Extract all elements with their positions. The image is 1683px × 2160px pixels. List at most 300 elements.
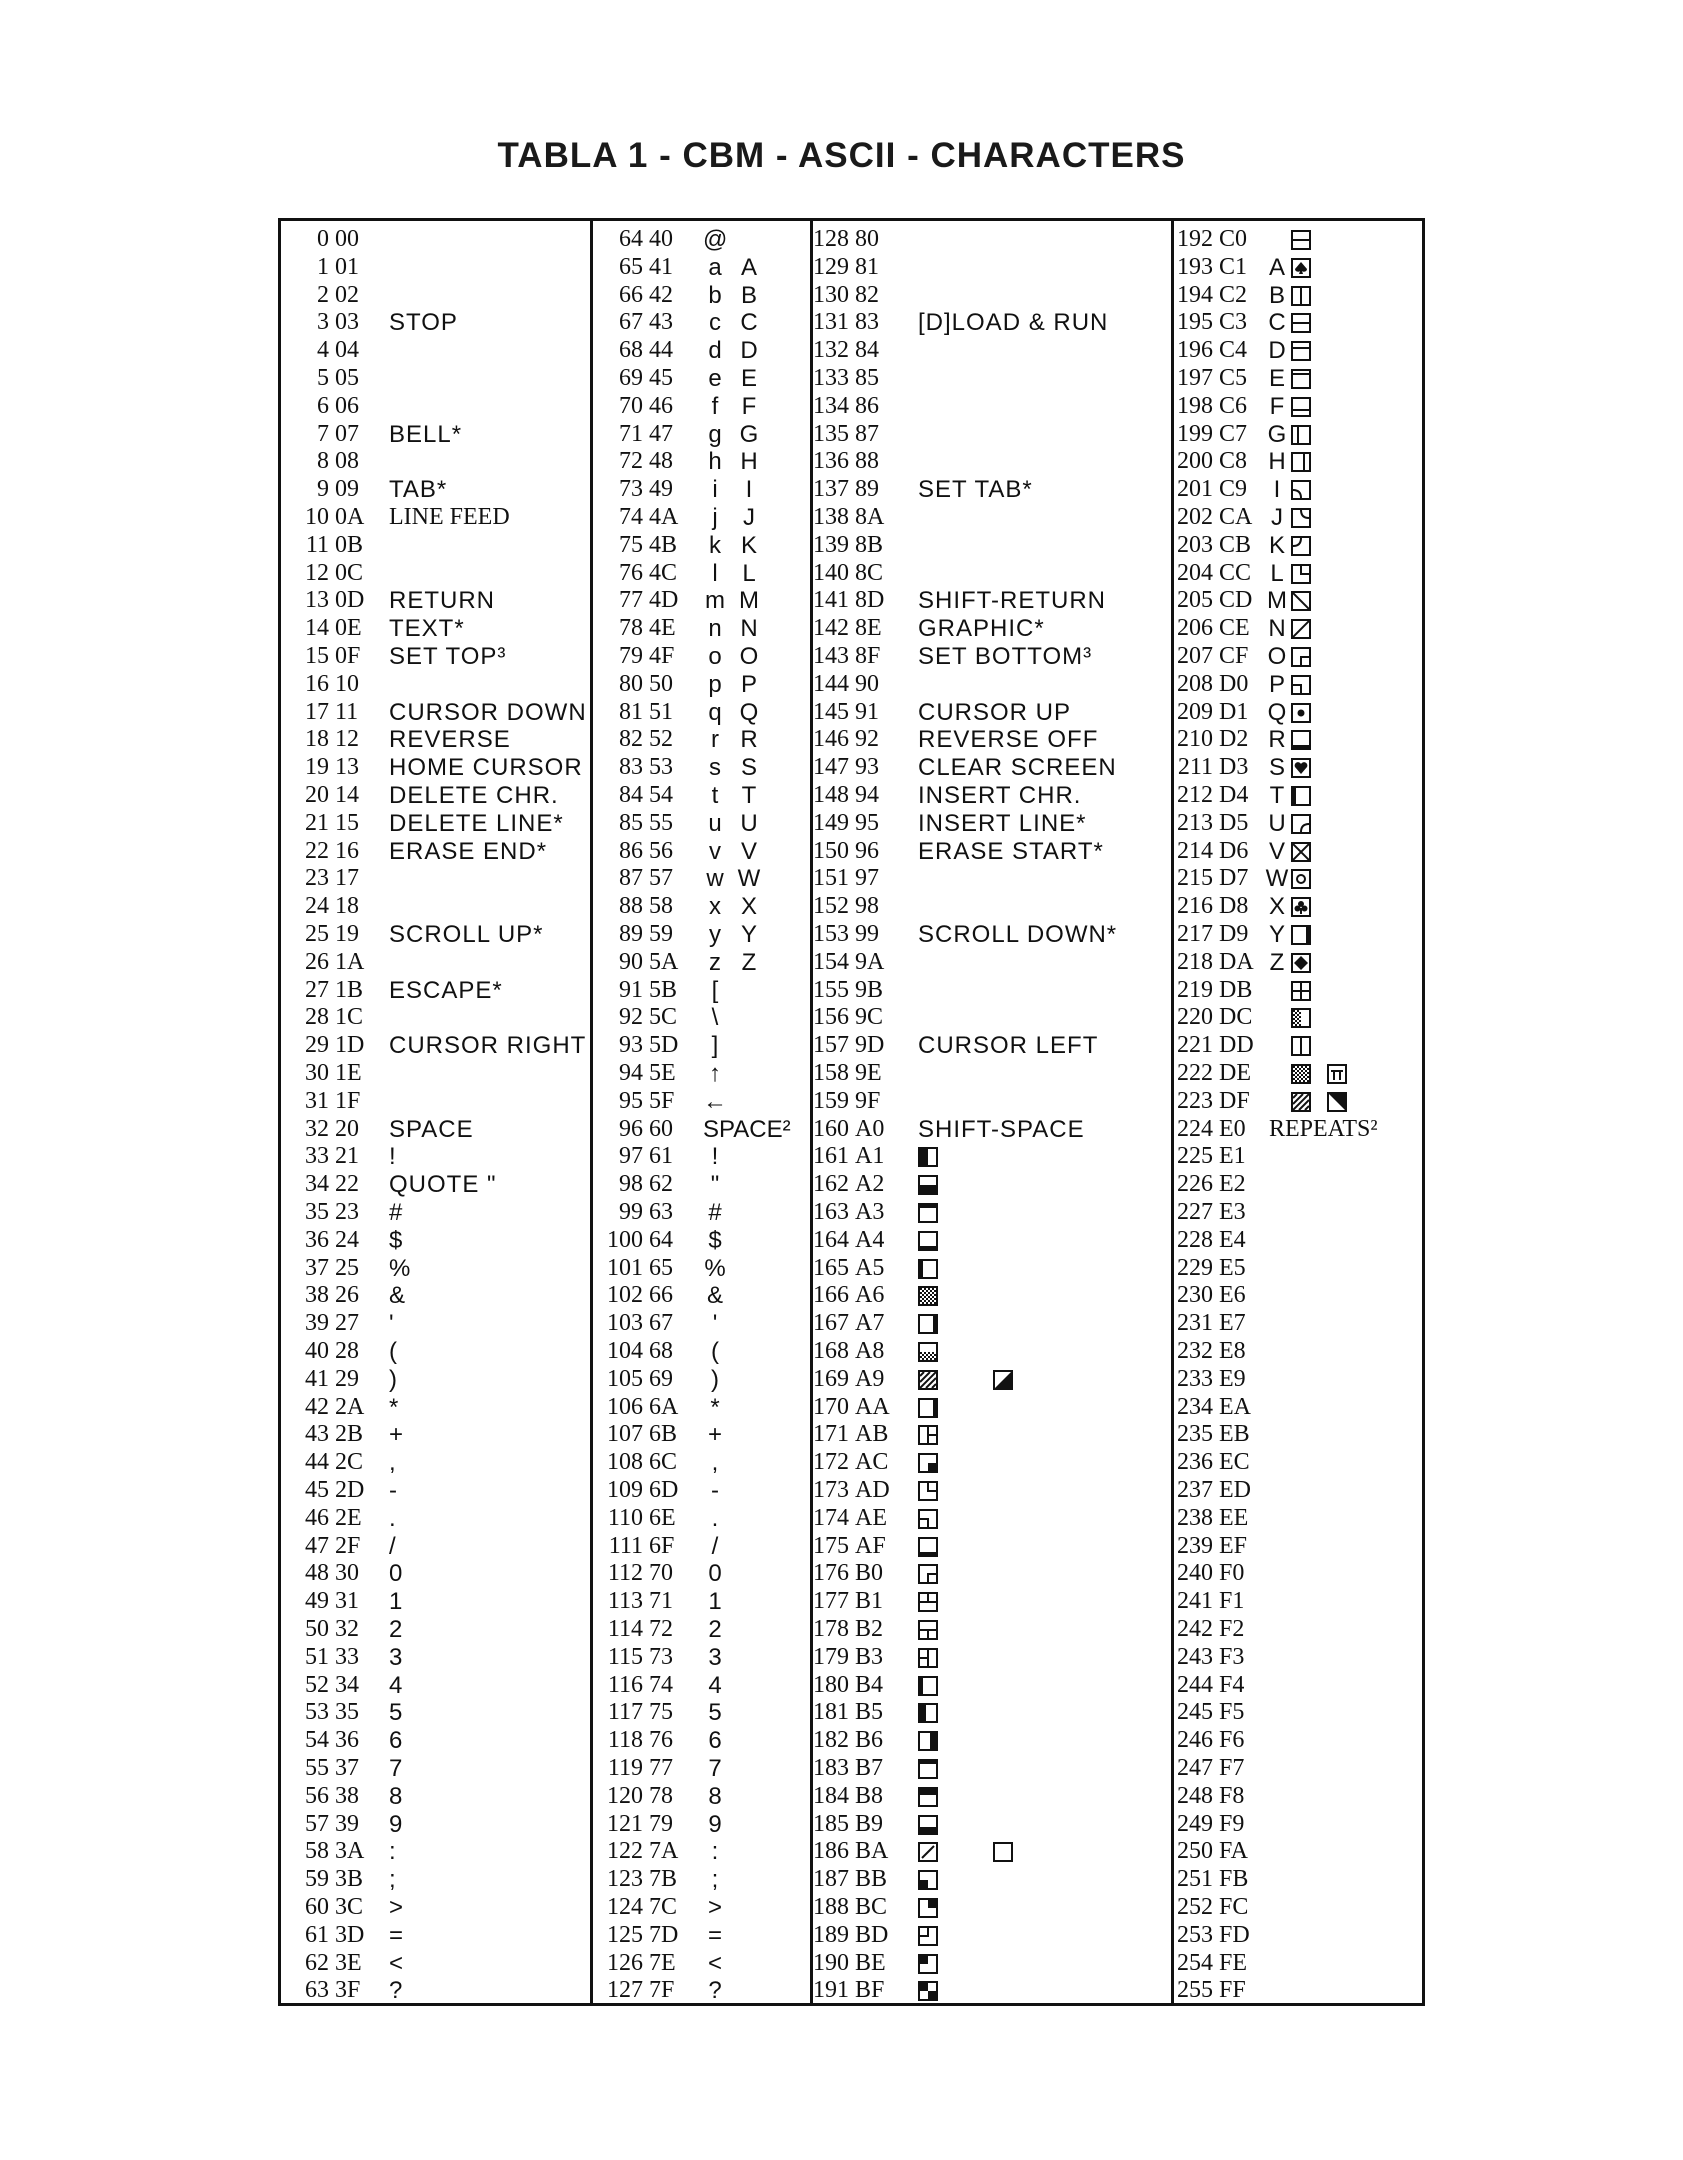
hex-code: 34 xyxy=(335,1671,359,1698)
decimal-code: 80 xyxy=(619,670,643,697)
hex-code: F6 xyxy=(1219,1727,1245,1754)
hex-code: 84 xyxy=(855,337,879,364)
decimal-code: 196 xyxy=(1177,337,1213,364)
hex-code: 23 xyxy=(335,1199,359,1225)
table-row xyxy=(289,1310,587,1338)
table-row xyxy=(597,1310,807,1338)
hex-code: 9B xyxy=(855,976,884,1003)
graphic-char-icon xyxy=(1291,869,1311,889)
hex-code: BC xyxy=(855,1894,888,1920)
decimal-code: 215 xyxy=(1177,865,1213,892)
hex-code: C7 xyxy=(1219,420,1248,447)
table-row xyxy=(597,949,807,977)
uppercase-char: C xyxy=(1268,309,1286,337)
hex-code: D7 xyxy=(1219,865,1249,892)
decimal-code: 204 xyxy=(1177,559,1213,586)
lowercase-char: d xyxy=(708,337,722,365)
decimal-code: 242 xyxy=(1177,1616,1213,1642)
decimal-code: 246 xyxy=(1177,1727,1213,1754)
control-label: SCROLL DOWN* xyxy=(918,921,1118,948)
hex-code: FB xyxy=(1219,1866,1249,1893)
hex-code: 1B xyxy=(335,976,364,1003)
table-row xyxy=(289,1366,587,1394)
hex-code: 0D xyxy=(335,587,365,614)
hex-code: A8 xyxy=(855,1338,885,1364)
table-row xyxy=(289,1922,587,1950)
control-label: LINE FEED xyxy=(389,504,510,530)
lowercase-char: f xyxy=(711,392,719,420)
table-row xyxy=(597,810,807,838)
hex-code: 74 xyxy=(649,1671,673,1698)
graphic-char-icon xyxy=(1291,230,1311,250)
hex-code: 75 xyxy=(649,1699,673,1726)
table-row xyxy=(1167,309,1425,337)
hex-code: DA xyxy=(1219,948,1254,975)
lowercase-char: ) xyxy=(711,1365,719,1393)
table-row xyxy=(597,893,807,921)
decimal-code: 234 xyxy=(1177,1393,1213,1420)
table-row xyxy=(803,282,1168,310)
hex-code: 9A xyxy=(855,948,885,975)
control-label: - xyxy=(389,1477,398,1504)
table-row xyxy=(803,838,1168,866)
hex-code: 6B xyxy=(649,1421,678,1448)
graphic-char-icon xyxy=(918,1342,938,1362)
control-label: 6 xyxy=(389,1727,404,1755)
decimal-code: 238 xyxy=(1177,1504,1213,1531)
hex-code: 6A xyxy=(649,1393,679,1420)
table-row xyxy=(1167,699,1425,727)
graphic-char-icon xyxy=(918,1481,938,1501)
table-row xyxy=(597,1032,807,1060)
control-label: 8 xyxy=(389,1782,404,1810)
hex-code: D2 xyxy=(1219,726,1249,753)
hex-code: 49 xyxy=(649,476,673,503)
table-row xyxy=(597,393,807,421)
hex-code: 31 xyxy=(335,1588,359,1615)
decimal-code: 197 xyxy=(1177,365,1213,391)
decimal-code: 195 xyxy=(1177,309,1213,336)
decimal-code: 1 xyxy=(317,253,329,280)
hex-code: 8A xyxy=(855,504,885,530)
hex-code: F1 xyxy=(1219,1588,1245,1615)
hex-code: FA xyxy=(1219,1838,1248,1865)
decimal-code: 162 xyxy=(813,1171,849,1198)
hex-code: 1D xyxy=(335,1032,365,1059)
hex-code: 95 xyxy=(855,809,879,836)
table-row xyxy=(289,1171,587,1199)
decimal-code: 17 xyxy=(305,698,329,725)
table-row xyxy=(803,1505,1168,1533)
table-row xyxy=(803,1310,1168,1338)
hex-code: D5 xyxy=(1219,809,1249,836)
table-row xyxy=(1167,1588,1425,1616)
hex-code: C0 xyxy=(1219,226,1248,252)
uppercase-char: M xyxy=(1267,587,1287,615)
hex-code: 52 xyxy=(649,726,673,753)
decimal-code: 45 xyxy=(305,1477,329,1503)
table-row xyxy=(597,1505,807,1533)
lowercase-char: ( xyxy=(711,1338,719,1365)
graphic-char-icon xyxy=(918,1676,938,1696)
hex-code: 2F xyxy=(335,1532,361,1559)
hex-code: 99 xyxy=(855,921,879,947)
control-label: ERASE START* xyxy=(918,837,1104,865)
table-row xyxy=(597,254,807,282)
lowercase-char: > xyxy=(707,1894,722,1921)
hex-code: 87 xyxy=(855,420,879,447)
table-row xyxy=(597,226,807,254)
decimal-code: 158 xyxy=(813,1060,849,1086)
decimal-code: 147 xyxy=(813,754,849,781)
table-row xyxy=(597,1366,807,1394)
control-label: + xyxy=(389,1421,405,1449)
hex-code: 24 xyxy=(335,1226,359,1253)
decimal-code: 44 xyxy=(305,1449,329,1476)
table-row xyxy=(803,1672,1168,1700)
decimal-code: 203 xyxy=(1177,531,1213,558)
graphic-char-icon xyxy=(918,1620,938,1640)
hex-code: FF xyxy=(1219,1977,1246,2004)
uppercase-char: P xyxy=(1268,670,1285,698)
table-row xyxy=(803,1755,1168,1783)
hex-code: AD xyxy=(855,1477,890,1503)
table-row xyxy=(803,977,1168,1005)
hex-code: DC xyxy=(1219,1004,1253,1031)
hex-code: 5F xyxy=(649,1087,675,1114)
table-row xyxy=(803,699,1168,727)
hex-code: DE xyxy=(1219,1060,1251,1086)
decimal-code: 201 xyxy=(1177,476,1213,503)
table-row xyxy=(597,643,807,671)
table-row xyxy=(1167,1533,1425,1561)
hex-code: C9 xyxy=(1219,476,1248,503)
hex-code: 86 xyxy=(855,392,879,419)
table-row xyxy=(803,949,1168,977)
hex-code: BB xyxy=(855,1866,888,1893)
decimal-code: 253 xyxy=(1177,1921,1213,1948)
hex-code: AB xyxy=(855,1421,889,1448)
decimal-code: 79 xyxy=(619,643,643,669)
control-label: CURSOR DOWN xyxy=(389,698,587,726)
hex-code: DB xyxy=(1219,976,1253,1003)
decimal-code: 40 xyxy=(305,1338,329,1364)
control-label: 2 xyxy=(389,1616,404,1643)
table-row xyxy=(803,1838,1168,1866)
table-row xyxy=(1167,421,1425,449)
decimal-code: 142 xyxy=(813,615,849,642)
decimal-code: 49 xyxy=(305,1588,329,1615)
hex-code: 13 xyxy=(335,754,359,781)
hex-code: 08 xyxy=(335,448,359,475)
decimal-code: 12 xyxy=(305,559,329,586)
decimal-code: 58 xyxy=(305,1838,329,1865)
decimal-code: 55 xyxy=(305,1755,329,1781)
hex-code: EF xyxy=(1219,1532,1248,1559)
decimal-code: 54 xyxy=(305,1727,329,1754)
lowercase-char: y xyxy=(709,921,721,948)
table-row xyxy=(803,448,1168,476)
hex-code: 7E xyxy=(649,1949,676,1976)
hex-code: 28 xyxy=(335,1338,359,1364)
hex-code: F5 xyxy=(1219,1699,1245,1726)
hex-code: 00 xyxy=(335,226,359,252)
decimal-code: 211 xyxy=(1177,754,1213,781)
hex-code: 51 xyxy=(649,698,673,725)
hex-code: 7C xyxy=(649,1894,678,1920)
table-row xyxy=(1167,1505,1425,1533)
table-row xyxy=(289,337,587,365)
decimal-code: 74 xyxy=(619,504,643,530)
decimal-code: 228 xyxy=(1177,1226,1213,1253)
control-label: QUOTE " xyxy=(389,1171,497,1199)
hex-code: D8 xyxy=(1219,893,1249,920)
decimal-code: 53 xyxy=(305,1699,329,1726)
table-row xyxy=(289,838,587,866)
table-row xyxy=(803,309,1168,337)
hex-code: 17 xyxy=(335,865,359,892)
table-row xyxy=(289,1811,587,1839)
table-row xyxy=(289,309,587,337)
decimal-code: 239 xyxy=(1177,1532,1213,1559)
hex-code: 20 xyxy=(335,1115,359,1142)
lowercase-char: ! xyxy=(711,1143,719,1171)
decimal-code: 245 xyxy=(1177,1699,1213,1726)
decimal-code: 233 xyxy=(1177,1365,1213,1392)
graphic-char-icon xyxy=(918,1175,938,1195)
decimal-code: 231 xyxy=(1177,1310,1213,1337)
hex-code: 2E xyxy=(335,1504,362,1531)
decimal-code: 29 xyxy=(305,1032,329,1059)
decimal-code: 16 xyxy=(305,670,329,697)
uppercase-char: B xyxy=(740,281,757,309)
hex-code: EA xyxy=(1219,1393,1251,1420)
decimal-code: 192 xyxy=(1177,226,1213,252)
control-label: SHIFT-RETURN xyxy=(918,587,1106,615)
table-row xyxy=(289,865,587,893)
decimal-code: 186 xyxy=(813,1838,849,1865)
graphic-char-icon xyxy=(918,1842,938,1862)
table-row xyxy=(803,254,1168,282)
decimal-code: 94 xyxy=(619,1060,643,1086)
table-row xyxy=(1167,1199,1425,1227)
decimal-code: 20 xyxy=(305,782,329,808)
decimal-code: 148 xyxy=(813,782,849,808)
graphic-char-icon xyxy=(1291,425,1311,445)
table-row xyxy=(803,1533,1168,1561)
decimal-code: 247 xyxy=(1177,1755,1213,1781)
decimal-code: 8 xyxy=(317,448,329,475)
decimal-code: 212 xyxy=(1177,782,1213,808)
decimal-code: 178 xyxy=(813,1616,849,1642)
lowercase-char: * xyxy=(710,1393,720,1421)
decimal-code: 31 xyxy=(305,1087,329,1114)
decimal-code: 62 xyxy=(305,1949,329,1976)
decimal-code: 89 xyxy=(619,921,643,947)
table-row xyxy=(1167,1783,1425,1811)
table-row xyxy=(803,393,1168,421)
graphic-char-icon xyxy=(918,1509,938,1529)
lowercase-char: ' xyxy=(712,1310,718,1338)
table-row xyxy=(1167,1755,1425,1783)
lowercase-char: e xyxy=(708,365,722,392)
decimal-code: 114 xyxy=(607,1616,643,1642)
uppercase-char: V xyxy=(1268,837,1285,865)
hex-code: 3F xyxy=(335,1977,361,2004)
decimal-code: 85 xyxy=(619,809,643,836)
table-row xyxy=(289,726,587,754)
lowercase-char: < xyxy=(707,1949,722,1977)
graphic-char-icon xyxy=(1291,397,1311,417)
lowercase-char: r xyxy=(711,726,719,754)
hex-code: 6D xyxy=(649,1477,679,1503)
table-row xyxy=(597,1950,807,1978)
table-row xyxy=(289,1699,587,1727)
hex-code: 42 xyxy=(649,281,673,308)
hex-code: 15 xyxy=(335,809,359,836)
decimal-code: 69 xyxy=(619,365,643,391)
decimal-code: 209 xyxy=(1177,698,1213,725)
lowercase-char: 8 xyxy=(708,1782,722,1810)
control-label: < xyxy=(389,1949,405,1977)
table-row xyxy=(803,532,1168,560)
decimal-code: 182 xyxy=(813,1727,849,1754)
decimal-code: 34 xyxy=(305,1171,329,1198)
lowercase-char: \ xyxy=(711,1004,719,1032)
table-row xyxy=(1167,226,1425,254)
hex-code: F2 xyxy=(1219,1616,1245,1642)
lowercase-char: % xyxy=(704,1254,726,1282)
hex-code: F4 xyxy=(1219,1671,1245,1698)
uppercase-char: O xyxy=(1267,643,1287,670)
hex-code: 6C xyxy=(649,1449,678,1476)
table-row xyxy=(1167,587,1425,615)
hex-code: 46 xyxy=(649,392,673,419)
hex-code: B4 xyxy=(855,1671,884,1698)
decimal-code: 193 xyxy=(1177,253,1213,280)
control-label: TAB* xyxy=(389,476,448,504)
table-row xyxy=(1167,1004,1425,1032)
table-row xyxy=(1167,1866,1425,1894)
uppercase-char: D xyxy=(1268,337,1286,365)
uppercase-char: G xyxy=(1267,420,1287,448)
decimal-code: 104 xyxy=(607,1338,643,1364)
hex-code: 43 xyxy=(649,309,673,336)
table-row xyxy=(597,1143,807,1171)
table-row xyxy=(289,282,587,310)
table-row xyxy=(289,1421,587,1449)
uppercase-char: W xyxy=(1265,865,1289,893)
uppercase-char: I xyxy=(745,476,753,504)
decimal-code: 19 xyxy=(305,754,329,781)
decimal-code: 33 xyxy=(305,1143,329,1170)
hex-code: B5 xyxy=(855,1699,884,1726)
table-row xyxy=(1167,1838,1425,1866)
decimal-code: 189 xyxy=(813,1921,849,1948)
table-row xyxy=(803,560,1168,588)
decimal-code: 26 xyxy=(305,948,329,975)
lowercase-char: t xyxy=(711,782,719,809)
table-row xyxy=(289,421,587,449)
hex-code: 19 xyxy=(335,921,359,947)
table-row xyxy=(597,977,807,1005)
hex-code: F9 xyxy=(1219,1810,1245,1837)
table-row xyxy=(289,893,587,921)
hex-code: 67 xyxy=(649,1310,673,1337)
hex-code: 54 xyxy=(649,782,673,808)
hex-code: E2 xyxy=(1219,1171,1246,1198)
decimal-code: 140 xyxy=(813,559,849,586)
uppercase-char: L xyxy=(742,559,756,587)
control-label: CLEAR SCREEN xyxy=(918,754,1117,782)
hex-code: 4A xyxy=(649,504,679,530)
decimal-code: 95 xyxy=(619,1087,643,1114)
decimal-code: 220 xyxy=(1177,1004,1213,1031)
uppercase-char: T xyxy=(1269,782,1285,809)
table-row xyxy=(289,1282,587,1310)
hex-code: 68 xyxy=(649,1338,673,1364)
hex-code: CB xyxy=(1219,531,1252,558)
decimal-code: 50 xyxy=(305,1616,329,1642)
decimal-code: 103 xyxy=(607,1310,643,1337)
decimal-code: 43 xyxy=(305,1421,329,1448)
uppercase-char: S xyxy=(740,754,757,782)
decimal-code: 102 xyxy=(607,1282,643,1309)
graphic-char-icon xyxy=(1291,536,1311,556)
hex-code: E5 xyxy=(1219,1254,1246,1281)
table-row xyxy=(289,1004,587,1032)
hex-code: 40 xyxy=(649,226,673,252)
decimal-code: 230 xyxy=(1177,1282,1213,1309)
decimal-code: 176 xyxy=(813,1560,849,1587)
hex-code: F7 xyxy=(1219,1755,1245,1781)
graphic-char-icon xyxy=(918,1815,938,1835)
decimal-code: 232 xyxy=(1177,1338,1213,1364)
graphic-char-icon xyxy=(1291,842,1311,862)
graphic-char-icon xyxy=(1291,508,1311,528)
decimal-code: 38 xyxy=(305,1282,329,1309)
decimal-code: 139 xyxy=(813,531,849,558)
hex-code: 1E xyxy=(335,1060,362,1086)
control-label: ! xyxy=(389,1143,397,1171)
graphic-char-icon xyxy=(918,1731,938,1751)
table-row xyxy=(803,1560,1168,1588)
table-row xyxy=(289,1255,587,1283)
uppercase-char: K xyxy=(740,531,757,559)
hex-code: 32 xyxy=(335,1616,359,1642)
decimal-code: 133 xyxy=(813,365,849,391)
control-label: HOME CURSOR xyxy=(389,754,583,782)
decimal-code: 129 xyxy=(813,253,849,280)
decimal-code: 153 xyxy=(813,921,849,947)
hex-code: A3 xyxy=(855,1199,885,1225)
decimal-code: 185 xyxy=(813,1810,849,1837)
hex-code: 69 xyxy=(649,1365,673,1392)
lowercase-char: 4 xyxy=(708,1671,722,1699)
uppercase-char: Y xyxy=(1268,921,1285,948)
hex-code: AC xyxy=(855,1449,889,1476)
graphic-char-icon xyxy=(1291,925,1311,945)
hex-code: 06 xyxy=(335,392,359,419)
control-label: [D]LOAD & RUN xyxy=(918,309,1109,337)
hex-code: AA xyxy=(855,1393,890,1420)
hex-code: CF xyxy=(1219,643,1249,669)
graphic-char-icon xyxy=(1291,369,1311,389)
decimal-code: 119 xyxy=(607,1755,643,1781)
table-row xyxy=(803,643,1168,671)
control-label: SCROLL UP* xyxy=(389,921,544,948)
table-row xyxy=(289,810,587,838)
